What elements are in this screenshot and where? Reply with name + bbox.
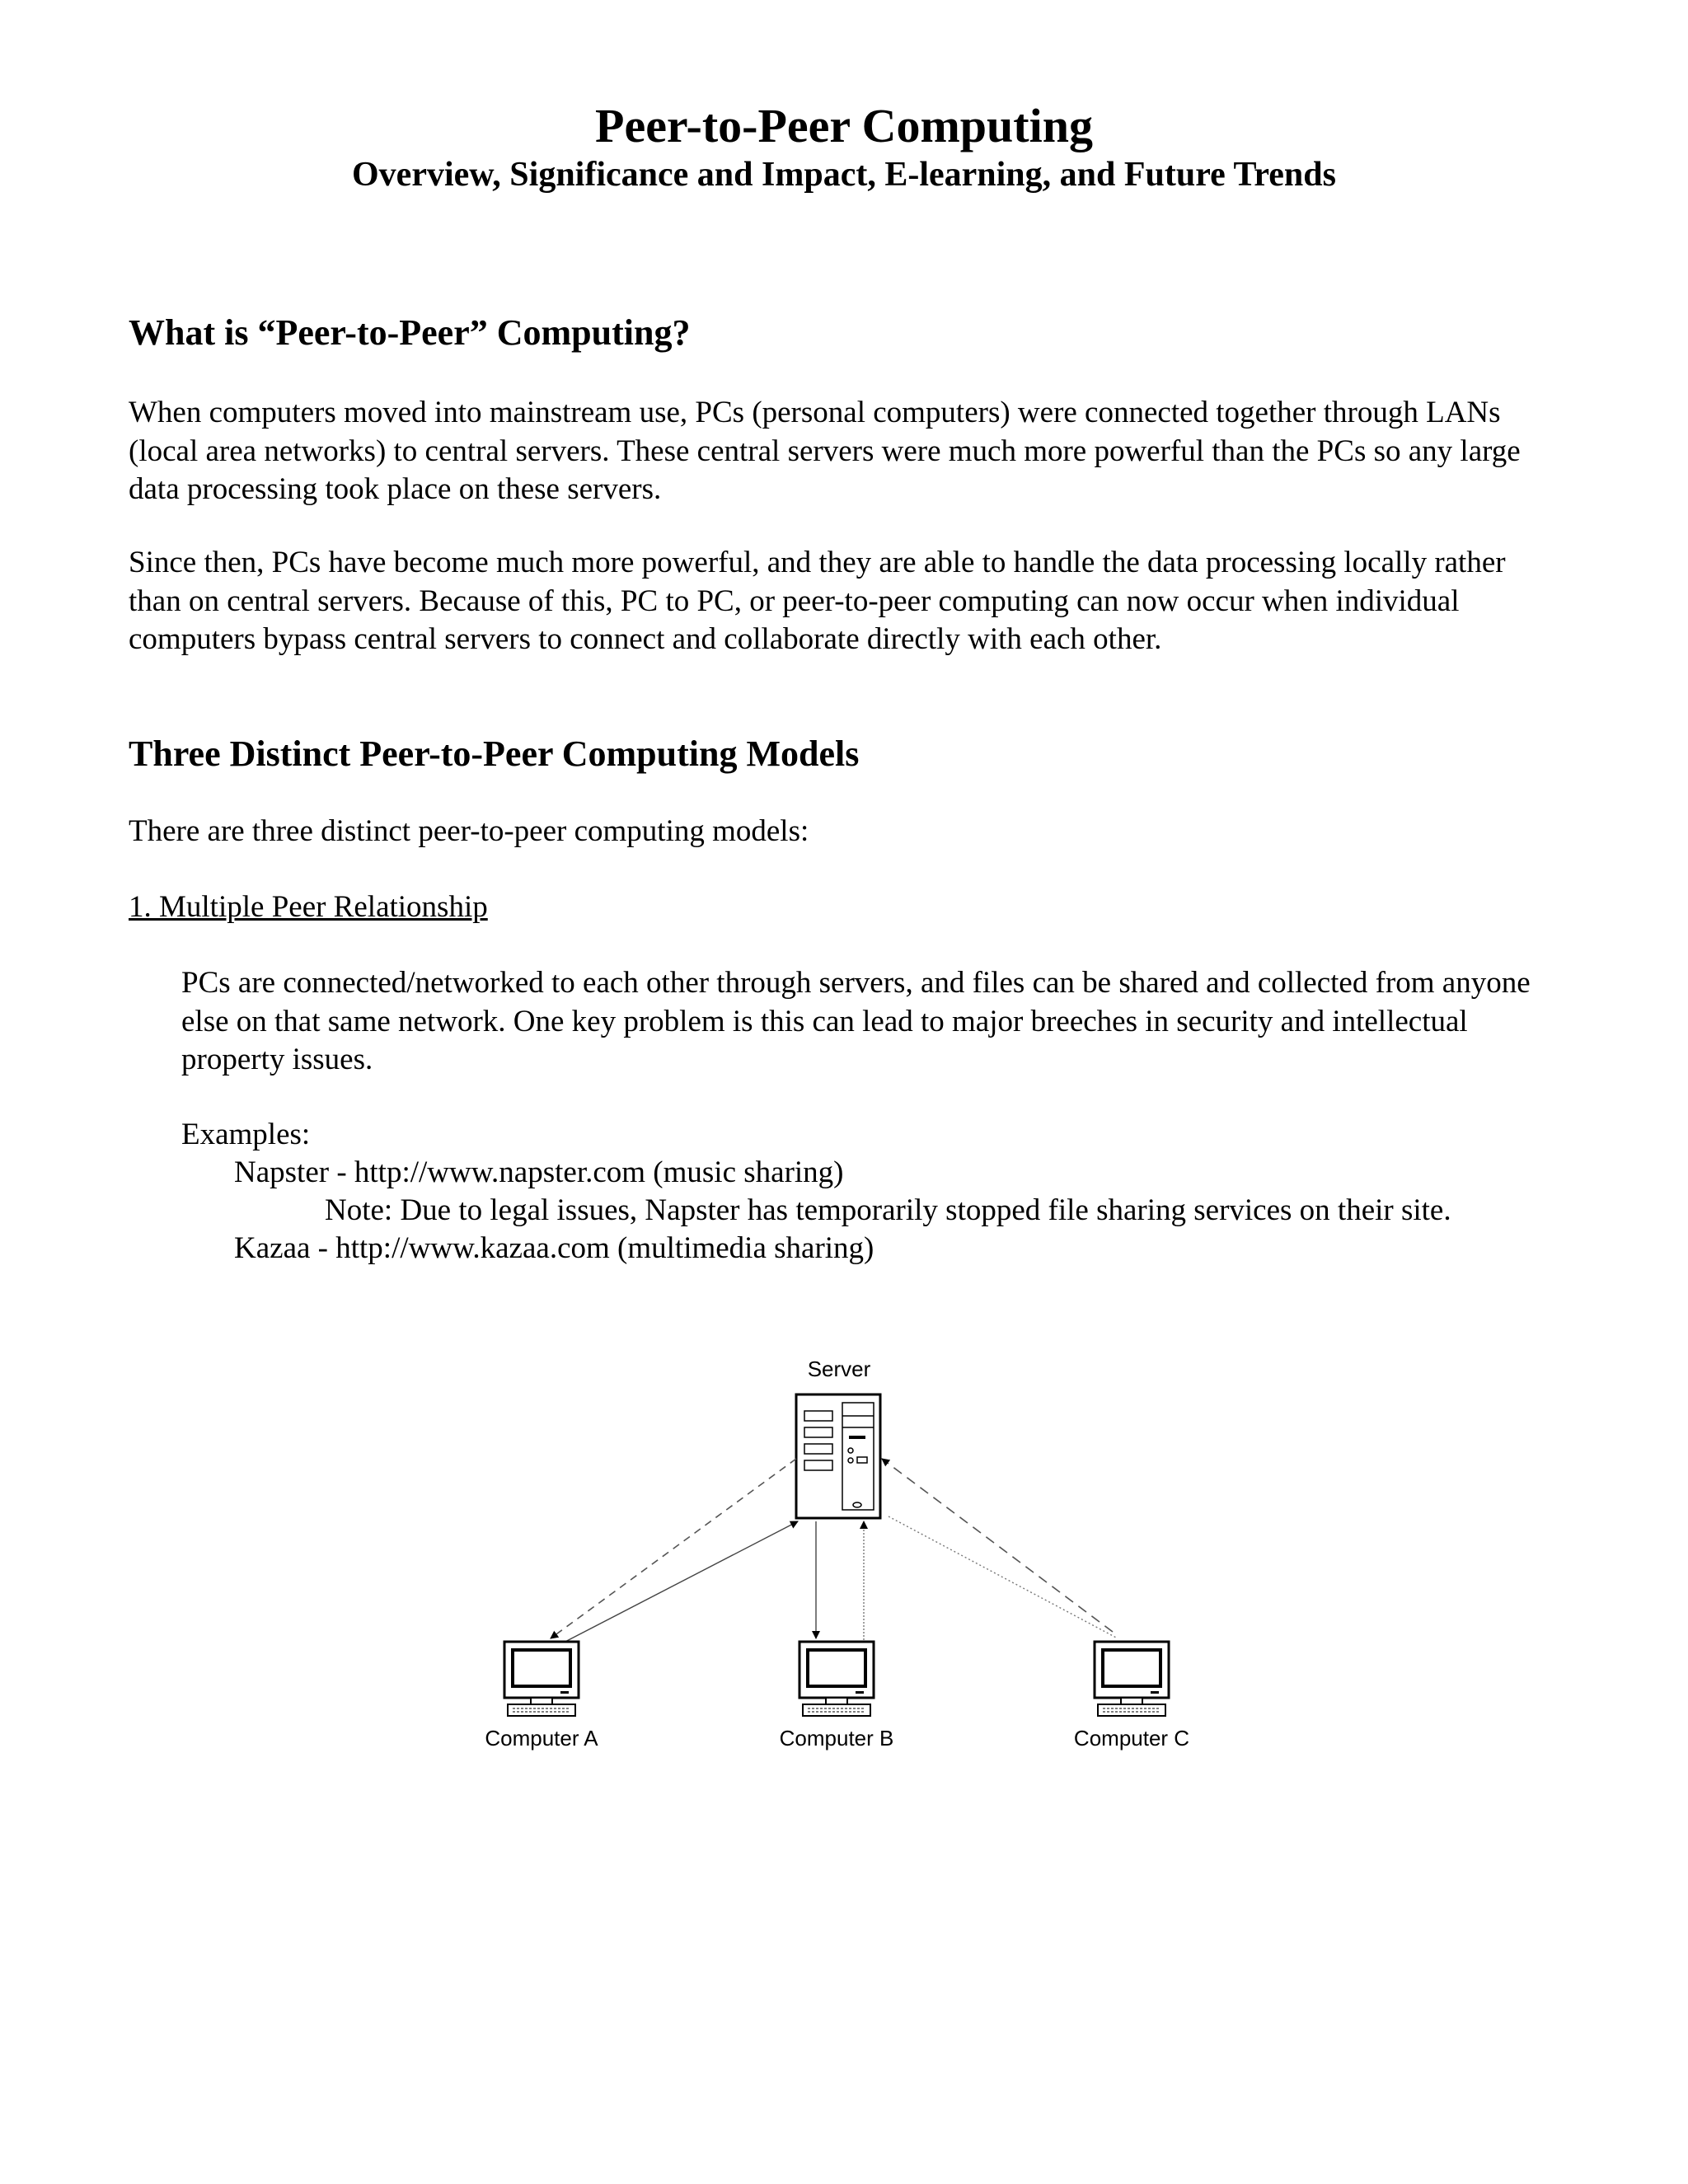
section-heading-models: Three Distinct Peer-to-Peer Computing Models xyxy=(129,733,860,774)
link-server-to-a xyxy=(551,1459,796,1638)
link-a-to-server xyxy=(559,1521,798,1645)
computer-b-icon xyxy=(799,1642,874,1716)
example-napster: Napster - http://www.napster.com (music sharing) xyxy=(234,1155,844,1189)
examples-label: Examples: xyxy=(181,1118,311,1151)
model-1-title: 1. Multiple Peer Relationship xyxy=(129,890,488,924)
computer-b-label: Computer B xyxy=(779,1726,894,1750)
section-heading-what-is-p2p: What is “Peer-to-Peer” Computing? xyxy=(129,312,691,353)
page-subtitle: Overview, Significance and Impact, E-learning, and Future Trends xyxy=(352,156,1336,194)
link-c-to-server xyxy=(882,1459,1113,1632)
napster-note: Note: Due to legal issues, Napster has temporarily stopped file sharing services on their site. xyxy=(325,1193,1451,1227)
example-kazaa: Kazaa - http://www.kazaa.com (multimedia sharing) xyxy=(234,1231,874,1265)
computer-c-icon xyxy=(1095,1642,1169,1716)
link-server-to-c xyxy=(889,1516,1118,1638)
computer-a-label: Computer A xyxy=(485,1726,598,1750)
model-1-description: PCs are connected/networked to each other through servers, and files can be shared and collected from anyone else on that same network. One key problem is this can lead to major breeches in security and intellectual property issues. xyxy=(181,966,1531,1076)
page-title: Peer-to-Peer Computing xyxy=(595,99,1093,152)
computer-c-label: Computer C xyxy=(1073,1726,1190,1750)
computer-a-icon xyxy=(504,1642,579,1716)
paragraph-history: When computers moved into mainstream use, PCs (personal computers) were connected together through LANs (local area networks) to central servers. These central servers were much more powerful than the PCs so any large data processing took place on these servers. xyxy=(129,396,1521,506)
paragraph-pc-power: Since then, PCs have become much more powerful, and they are able to handle the data processing locally rather than on central servers. Because of this, PC to PC, or peer-to-peer computing can now occur when individual computers bypass central servers to connect and collaborate directly with each other. xyxy=(129,546,1506,656)
server-label: Server xyxy=(807,1357,871,1381)
models-intro: There are three distinct peer-to-peer computing models: xyxy=(129,814,809,848)
server-icon xyxy=(796,1394,880,1518)
